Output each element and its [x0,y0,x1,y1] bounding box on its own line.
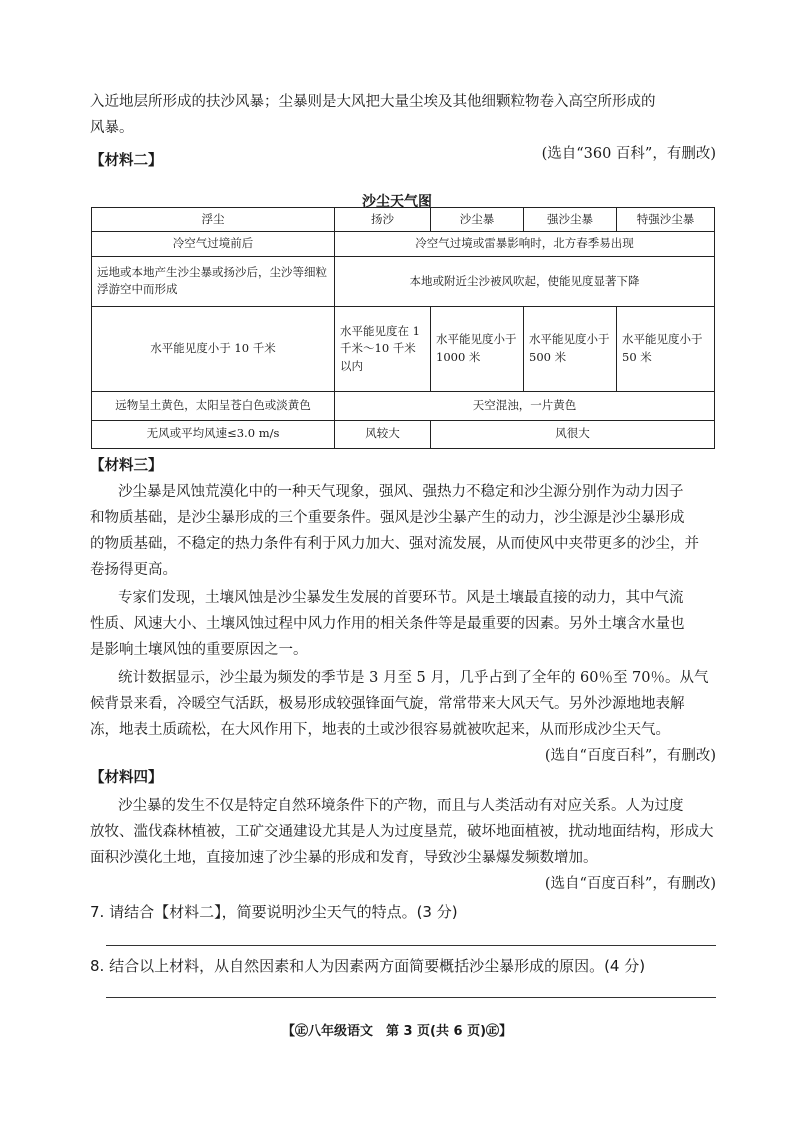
m4-p1-line-3: 面积沙漠化土地，直接加速了沙尘暴的形成和发育，导致沙尘暴爆发频数增加。 [90,850,598,866]
table-title: 沙尘天气图 [362,194,432,210]
intro-line-2: 风暴。 [90,120,134,136]
sky-floating: 远物呈土黄色，太阳呈苍白色或淡黄色 [92,392,335,420]
formation-others: 本地或附近尘沙被风吹起，使能见度显著下降 [335,256,715,307]
visibility-sandstorm: 水平能见度小于1000 米 [431,307,524,392]
question-7: 7. 请结合【材料二】，简要说明沙尘天气的特点。(3 分) [90,903,458,921]
m3-p1-line-2: 和物质基础，是沙尘暴形成的三个重要条件。强风是沙尘暴产生的动力，沙尘源是沙尘暴形成 [90,510,685,526]
page-footer: 【㊣八年级语文 第 3 页(共 6 页)㊣】 [281,1024,513,1039]
wind-blowing-sand: 风较大 [335,420,431,448]
material-4-source: (选自“百度百科”，有删改) [544,876,716,892]
material-4-heading: 【材料四】 [90,770,163,786]
visibility-severe-sandstorm: 水平能见度小于 50 米 [617,307,715,392]
intro-source: (选自“360 百科”，有删改) [541,146,716,162]
header-floating-dust: 浮尘 [92,208,335,232]
m4-p1-line-1: 沙尘暴的发生不仅是特定自然环境条件下的产物，而且与人类活动有对应关系。人为过度 [118,798,684,814]
m3-p2-line-2: 性质、风速大小、土壤风蚀过程中风力作用的相关条件等是最重要的因素。另外土壤含水量也 [90,616,685,632]
m3-p3-line-3: 冻，地表土质疏松，在大风作用下，地表的土或沙很容易就被吹起来，从而形成沙尘天气。 [90,722,670,738]
header-strong-sandstorm: 强沙尘暴 [524,208,617,232]
intro-line-1: 入近地层所形成的扶沙风暴；尘暴则是大风把大量尘埃及其他细颗粒物卷入高空所形成的 [90,94,656,110]
m3-p3-line-1: 统计数据显示，沙尘最为频发的季节是 3 月至 5 月，几乎占到了全年的 60％至 70％。从气 [118,670,709,686]
timing-floating: 冷空气过境前后 [92,232,335,256]
header-blowing-sand: 扬沙 [335,208,431,232]
formation-floating: 远地或本地产生沙尘暴或扬沙后，尘沙等细粒浮游空中而形成 [92,256,335,307]
answer-line-7 [106,945,716,946]
visibility-blowing-sand: 水平能见度在 1 千米～10 千米以内 [335,307,431,392]
m3-p2-line-1: 专家们发现，土壤风蚀是沙尘暴发生发展的首要环节。风是土壤最直接的动力，其中气流 [118,590,684,606]
header-severe-sandstorm: 特强沙尘暴 [617,208,715,232]
m3-p3-line-2: 候背景来看，冷暖空气活跃，极易形成较强锋面气旋，常常带来大风天气。另外沙源地地表解 [90,696,685,712]
sky-others: 天空混浊，一片黄色 [335,392,715,420]
wind-floating: 无风或平均风速≤3.0 m/s [92,420,335,448]
m3-p1-line-1: 沙尘暴是风蚀荒漠化中的一种天气现象，强风、强热力不稳定和沙尘源分别作为动力因子 [118,484,684,500]
question-8: 8. 结合以上材料，从自然因素和人为因素两方面简要概括沙尘暴形成的原因。(4 分) [90,957,646,975]
wind-sandstorms: 风很大 [431,420,715,448]
visibility-floating: 水平能见度小于 10 千米 [92,307,335,392]
m4-p1-line-2: 放牧、滥伐森林植被，工矿交通建设尤其是人为过度垦荒，破坏地面植被，扰动地面结构，形成大 [90,824,714,840]
m3-p1-line-4: 卷扬得更高。 [90,562,177,578]
timing-others: 冷空气过境或雷暴影响时，北方春季易出现 [335,232,715,256]
material-3-source: (选自“百度百科”，有删改) [544,748,716,764]
visibility-strong-sandstorm: 水平能见度小于500 米 [524,307,617,392]
m3-p2-line-3: 是影响土壤风蚀的重要原因之一。 [90,642,308,658]
material-3-heading: 【材料三】 [90,458,163,474]
dust-weather-table [91,207,715,449]
material-2-heading: 【材料二】 [90,153,163,169]
answer-line-8 [106,997,716,998]
m3-p1-line-3: 的物质基础，不稳定的热力条件有利于风力加大、强对流发展，从而使风中夹带更多的沙尘，并 [90,536,699,552]
header-sandstorm: 沙尘暴 [431,208,524,232]
